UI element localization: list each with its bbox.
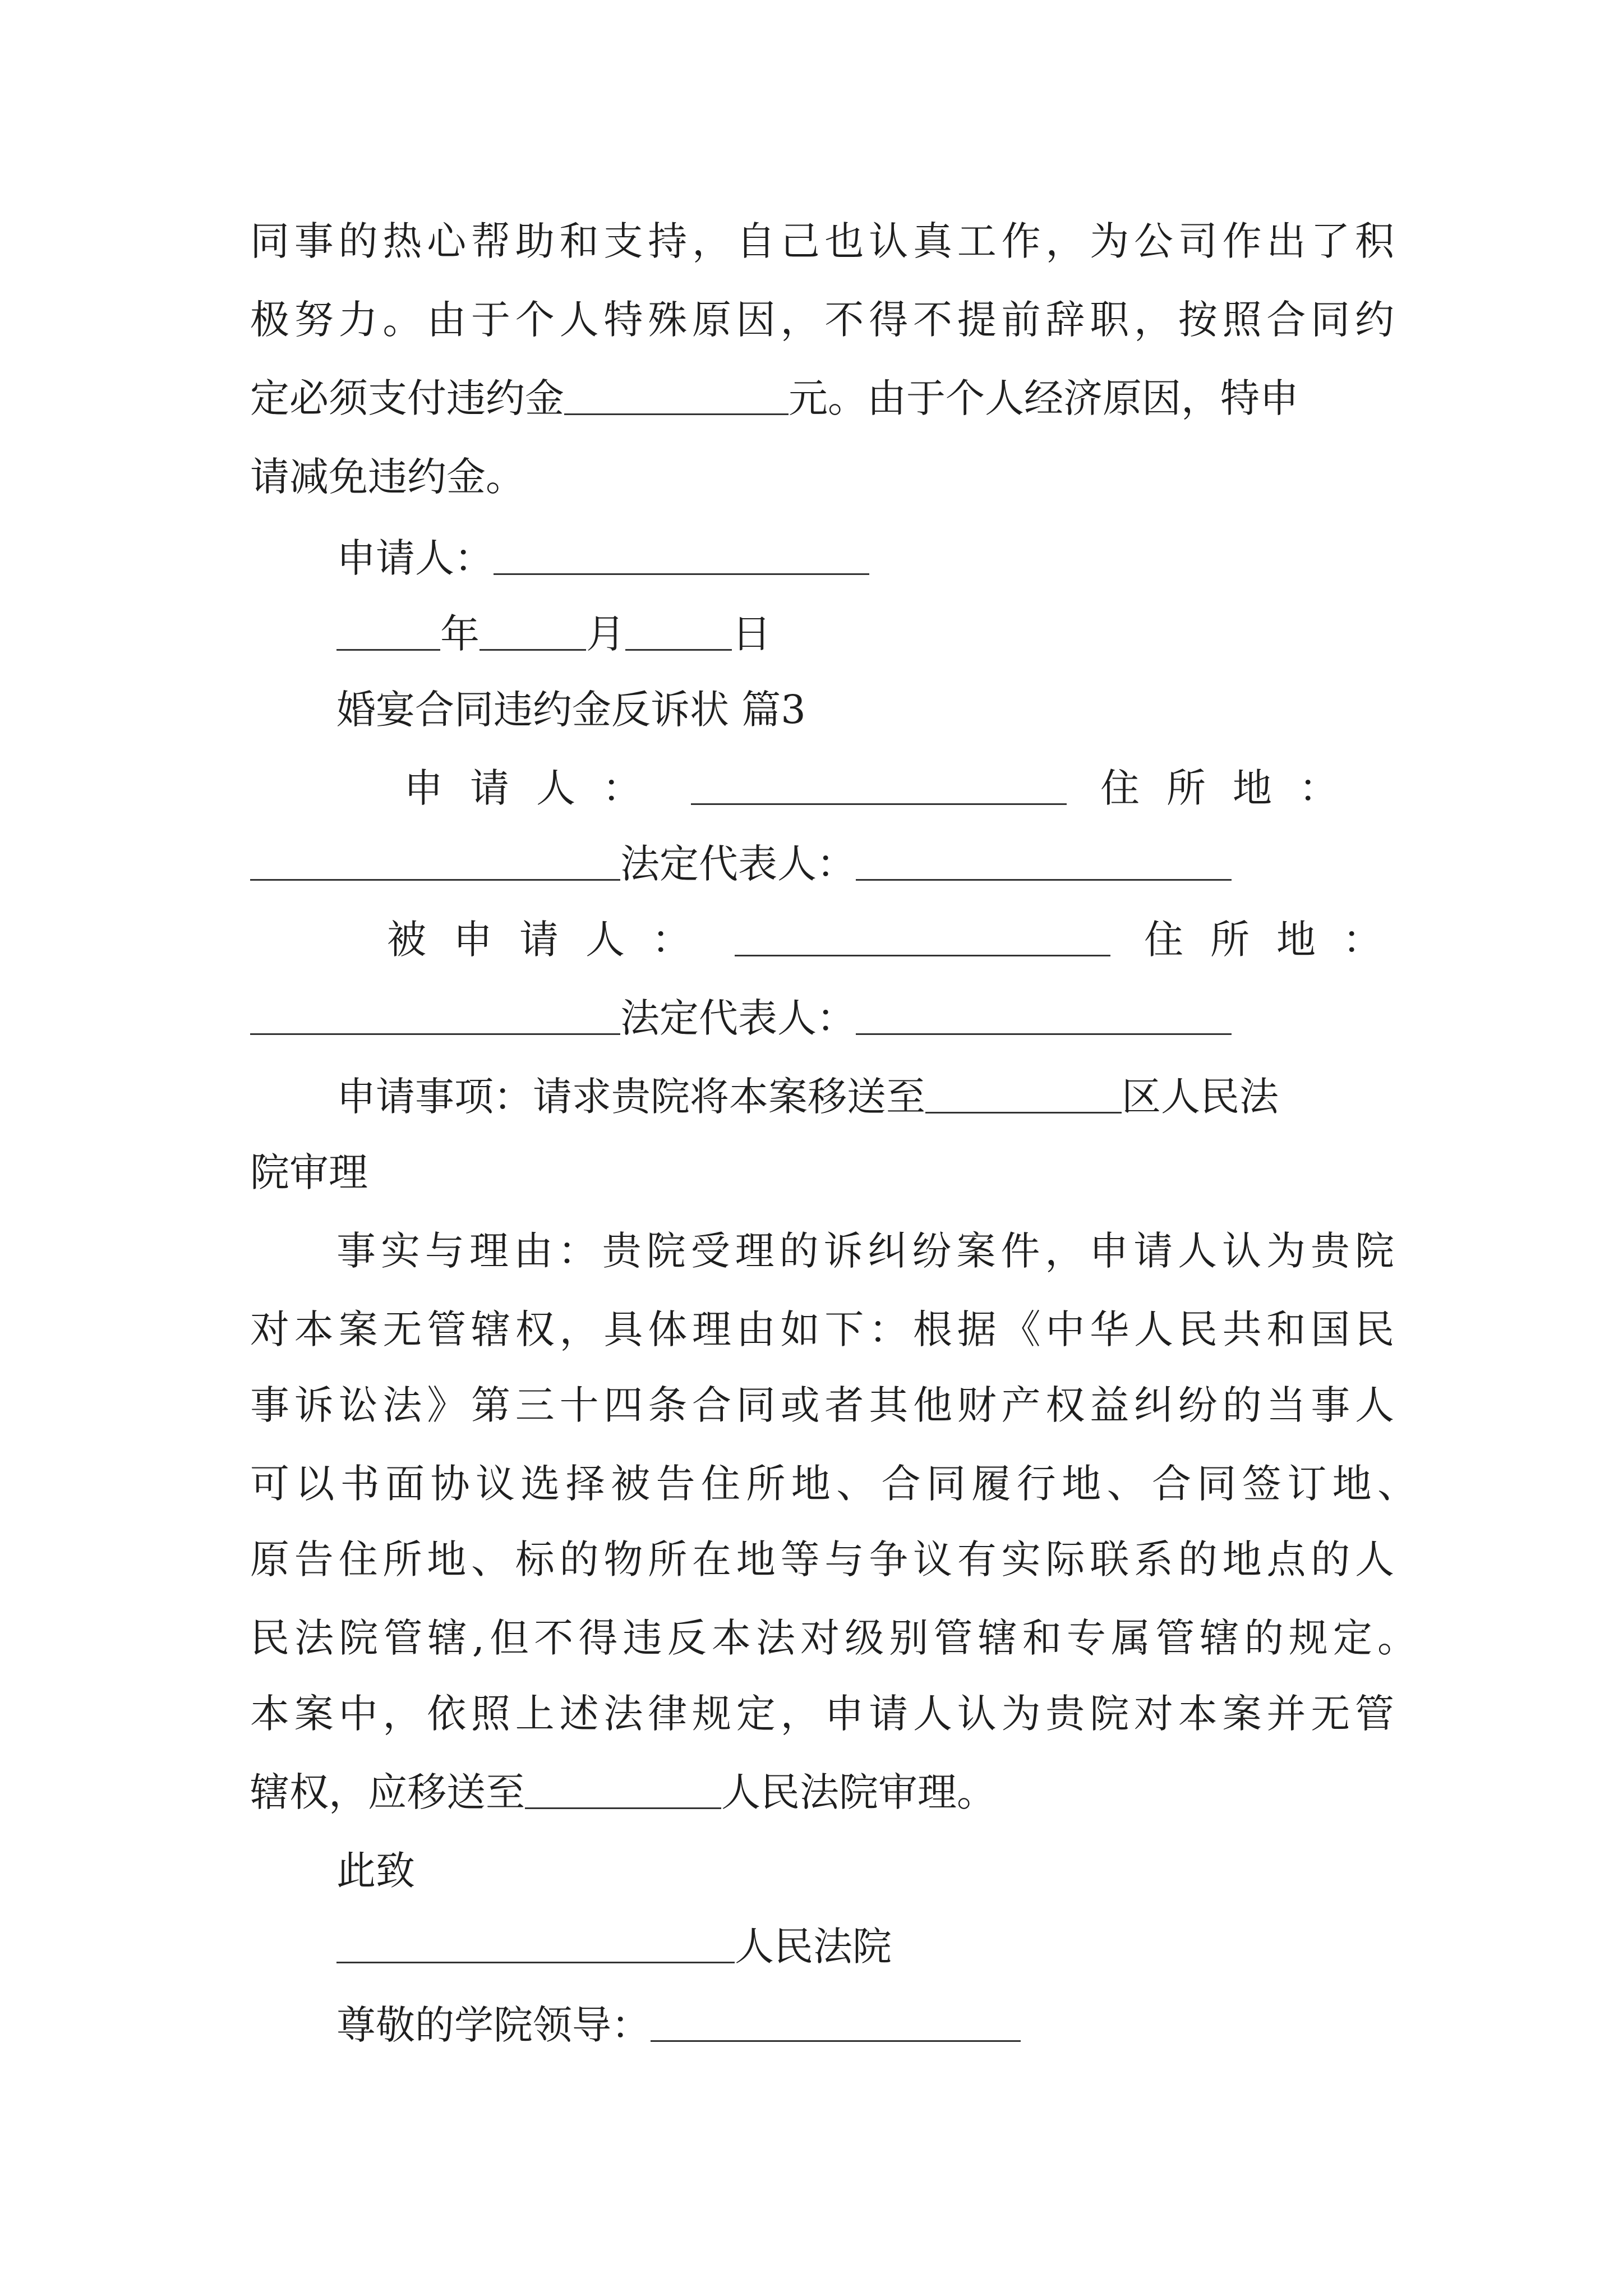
- blank-legal-rep: [856, 1000, 1232, 1035]
- applicant-signature-line: [336, 530, 869, 586]
- facts-line: 原告住所地、标的物所在地等与争议有实际联系的地点的人: [250, 1536, 1394, 1582]
- section-title: 婚宴合同违约金反诉状 篇3: [336, 687, 806, 733]
- blank-applicant-name: [691, 770, 1067, 805]
- legal-rep-label: 法定代表人：: [620, 995, 856, 1041]
- blank-applicant: [494, 540, 869, 575]
- blank-month: [479, 615, 586, 651]
- text-segment: 定必须支付违约金: [250, 375, 564, 421]
- blank-district: [925, 1078, 1122, 1114]
- facts-line: 本案中，依照上述法律规定，申请人认为贵院对本案并无管: [250, 1691, 1394, 1737]
- applicant-label: 申请人：: [404, 765, 668, 811]
- request-line: 院审理: [250, 1149, 368, 1195]
- text-segment: 元。由于个人经济原因，特申: [789, 375, 1299, 421]
- blank-year: [336, 615, 440, 651]
- address-label: 住所地：: [1100, 765, 1365, 811]
- blank-legal-rep: [856, 845, 1232, 881]
- respondent-row: [387, 912, 1409, 968]
- text-segment: 区人民法: [1122, 1074, 1279, 1120]
- facts-line: 对本案无管辖权，具体理由如下：根据《中华人民共和国民: [250, 1306, 1394, 1352]
- facts-line: [250, 1764, 996, 1820]
- greeting-label: 尊敬的学院领导：: [336, 2002, 651, 2048]
- text-segment: 人民法院审理。: [721, 1769, 996, 1815]
- blank-address: [250, 845, 620, 881]
- paragraph-line: 极努力。由于个人特殊原因，不得不提前辞职，按照合同约: [250, 297, 1394, 343]
- court-line: [336, 1918, 892, 1975]
- greeting-line: [336, 1997, 1021, 2053]
- legal-rep-row: [250, 990, 1232, 1046]
- year-label: 年: [440, 611, 479, 657]
- paragraph-line: 同事的热心帮助和支持，自己也认真工作，为公司作出了积: [250, 218, 1394, 264]
- facts-line: 事诉讼法》第三十四条合同或者其他财产权益纠纷的当事人: [250, 1382, 1394, 1428]
- paragraph-line: 请减免违约金。: [250, 454, 525, 500]
- court-label: 人民法院: [735, 1924, 892, 1970]
- applicant-row: [404, 760, 1365, 816]
- request-line: [336, 1069, 1279, 1125]
- legal-rep-label: 法定代表人：: [620, 841, 856, 887]
- blank-address: [250, 1000, 620, 1035]
- address-label: 住所地：: [1144, 917, 1409, 963]
- legal-rep-row: [250, 836, 1232, 892]
- date-line: [336, 606, 771, 662]
- blank-greeting: [651, 2007, 1021, 2042]
- closing-cizhi: 此致: [336, 1848, 415, 1894]
- blank-day: [625, 615, 732, 651]
- paragraph-line: [250, 370, 1299, 426]
- text-segment: 申请事项：请求贵院将本案移送至: [336, 1074, 925, 1120]
- facts-line: 事实与理由：贵院受理的诉纠纷案件，申请人认为贵院: [336, 1228, 1394, 1274]
- blank-respondent-name: [735, 921, 1110, 956]
- blank-court-name: [336, 1928, 735, 1963]
- text-segment: 辖权，应移送至: [250, 1769, 525, 1815]
- applicant-label: 申请人：: [336, 535, 494, 581]
- blank-court: [525, 1774, 721, 1809]
- day-label: 日: [732, 611, 771, 657]
- blank-amount: [564, 380, 789, 415]
- respondent-label: 被申请人：: [387, 917, 718, 963]
- month-label: 月: [586, 611, 625, 657]
- facts-line: 民法院管辖,但不得违反本法对级别管辖和专属管辖的规定。: [250, 1615, 1417, 1661]
- facts-line: 可以书面协议选择被告住所地、合同履行地、合同签订地、: [250, 1461, 1417, 1507]
